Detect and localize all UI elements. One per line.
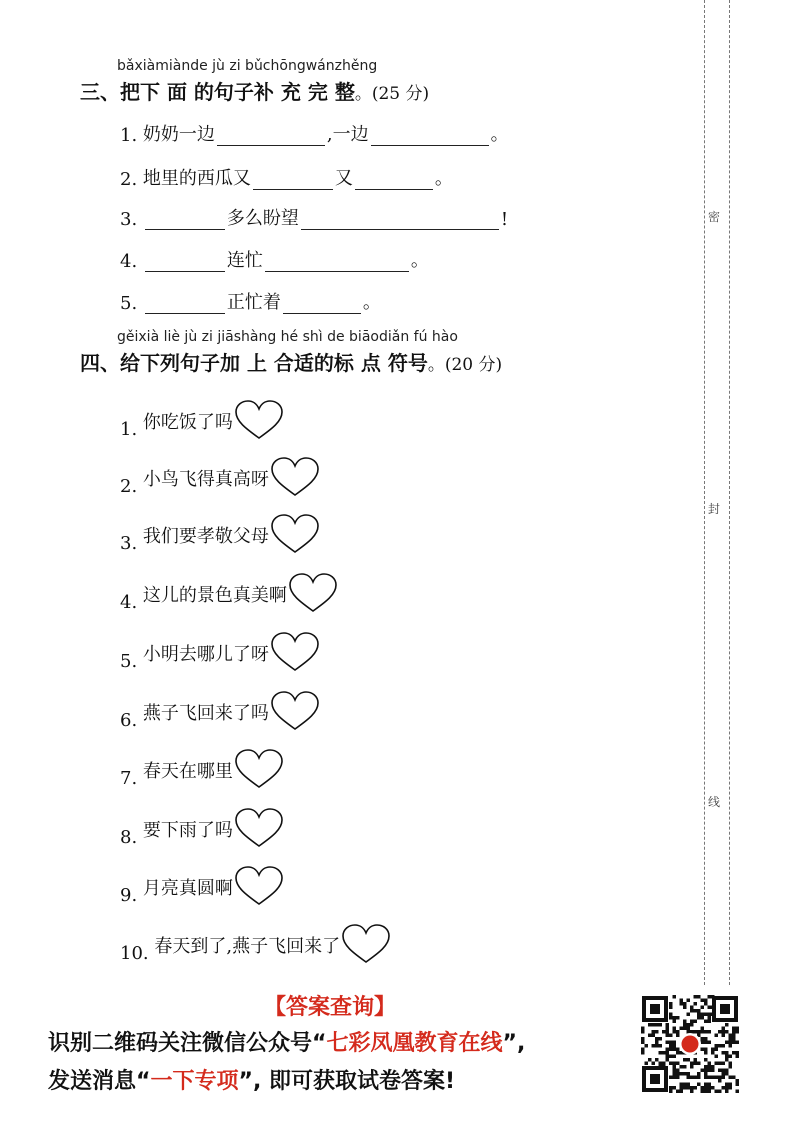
heart-answer-box[interactable] <box>234 400 284 440</box>
punct-item-6 <box>120 691 320 731</box>
fill-item-3 <box>120 204 508 230</box>
item-number: 4. <box>120 592 138 613</box>
qr-code[interactable] <box>641 995 739 1093</box>
section3-heading <box>80 76 429 105</box>
section4-number: 四、 <box>80 351 120 375</box>
sentence-text: 这儿的景色真美啊 <box>142 585 287 606</box>
fill-item-5 <box>120 288 381 314</box>
answer-blank[interactable] <box>145 209 225 230</box>
sentence-text: 小明去哪儿了呀 <box>142 644 269 665</box>
item-number: 2. <box>120 476 138 497</box>
section4-title: 给下列句子加 上 合适的标 点 符号 <box>120 351 428 375</box>
punct-item-1 <box>120 400 284 440</box>
sentence-text: 我们要孝敬父母 <box>142 526 269 547</box>
heart-answer-box[interactable] <box>270 457 320 497</box>
item-text: 。 <box>362 292 381 313</box>
heart-answer-box[interactable] <box>234 866 284 906</box>
item-text: 多么盼望 <box>226 208 299 229</box>
binding-char-xian: 线 <box>708 795 721 809</box>
footer-text: 识别二维码关注微信公众号“ <box>48 1031 327 1056</box>
item-number: 6. <box>120 710 138 731</box>
section4-heading <box>80 347 502 376</box>
item-number: 2. <box>120 169 138 190</box>
answer-blank[interactable] <box>355 169 433 190</box>
heart-answer-box[interactable] <box>341 924 391 964</box>
item-text: 又 <box>334 168 353 189</box>
answer-blank[interactable] <box>371 125 489 146</box>
heart-answer-box[interactable] <box>270 691 320 731</box>
footer-text: ”, <box>502 1031 526 1056</box>
item-number: 3. <box>120 533 138 554</box>
item-number: 1. <box>120 125 138 146</box>
item-text: 。 <box>410 250 429 271</box>
fill-item-4 <box>120 246 429 272</box>
item-text: 。 <box>434 168 453 189</box>
item-number: 8. <box>120 827 138 848</box>
item-number: 3. <box>120 209 138 230</box>
punct-item-7 <box>120 749 284 789</box>
binding-char-mi: 密 <box>708 210 721 224</box>
fill-item-2 <box>120 164 453 190</box>
sentence-text: 春天在哪里 <box>142 761 233 782</box>
answer-query-title: 【答案查询】 <box>264 995 397 1020</box>
answer-blank[interactable] <box>145 293 225 314</box>
answer-blank[interactable] <box>265 251 409 272</box>
punct-item-5 <box>120 632 320 672</box>
punct-item-9 <box>120 866 284 906</box>
wechat-account-name: 七彩凤凰教育在线 <box>326 1031 503 1056</box>
section3-title: 把下 面 的句子补 充 完 整 <box>120 80 355 104</box>
sentence-text: 春天到了,燕子飞回来了 <box>154 936 341 957</box>
section3-pinyin: bǎxiàmiànde jù zi bǔchōngwánzhěng <box>117 58 378 74</box>
footer-text: 发送消息“ <box>48 1069 151 1094</box>
answer-blank[interactable] <box>283 293 361 314</box>
answer-blank[interactable] <box>145 251 225 272</box>
sentence-text: 要下雨了吗 <box>142 820 233 841</box>
section3-points: 。(25 分) <box>354 84 430 104</box>
item-text: 奶奶一边 <box>142 124 215 145</box>
item-number: 7. <box>120 768 138 789</box>
item-text: ! <box>500 209 509 230</box>
sentence-text: 小鸟飞得真高呀 <box>142 469 269 490</box>
item-text: ,一边 <box>326 124 369 145</box>
punct-item-8 <box>120 808 284 848</box>
binding-char-feng: 封 <box>708 502 721 516</box>
punct-item-10 <box>120 924 391 964</box>
section3-number: 三、 <box>80 80 120 104</box>
item-text: 地里的西瓜又 <box>142 168 251 189</box>
item-number: 1. <box>120 419 138 440</box>
item-number: 5. <box>120 651 138 672</box>
item-text: 正忙着 <box>226 292 281 313</box>
section4-pinyin: gěixià liè jù zi jiāshàng hé shì de biāodiǎn fú hào <box>117 329 458 345</box>
binding-dashed-line <box>704 0 730 985</box>
sentence-text: 月亮真圆啊 <box>142 878 233 899</box>
sentence-text: 燕子飞回来了吗 <box>142 703 269 724</box>
item-text: 连忙 <box>226 250 263 271</box>
footer-text: ”, 即可获取试卷答案! <box>238 1069 455 1094</box>
footer-instruction-line1 <box>48 1026 525 1057</box>
item-text: 。 <box>490 124 509 145</box>
item-number: 9. <box>120 885 138 906</box>
answer-blank[interactable] <box>253 169 333 190</box>
heart-answer-box[interactable] <box>234 749 284 789</box>
footer-instruction-line2 <box>48 1064 455 1095</box>
sentence-text: 你吃饭了吗 <box>142 412 233 433</box>
item-number: 5. <box>120 293 138 314</box>
answer-blank[interactable] <box>301 209 499 230</box>
seal-logo-icon <box>682 1036 699 1053</box>
heart-answer-box[interactable] <box>288 573 338 613</box>
heart-answer-box[interactable] <box>270 632 320 672</box>
item-number: 4. <box>120 251 138 272</box>
punct-item-4 <box>120 573 338 613</box>
punct-item-3 <box>120 514 320 554</box>
heart-answer-box[interactable] <box>234 808 284 848</box>
fill-item-1 <box>120 120 509 146</box>
message-keyword: 一下专项 <box>150 1069 239 1094</box>
item-number: 10. <box>120 943 149 964</box>
answer-blank[interactable] <box>217 125 325 146</box>
heart-answer-box[interactable] <box>270 514 320 554</box>
section4-points: 。(20 分) <box>427 355 503 375</box>
punct-item-2 <box>120 457 320 497</box>
